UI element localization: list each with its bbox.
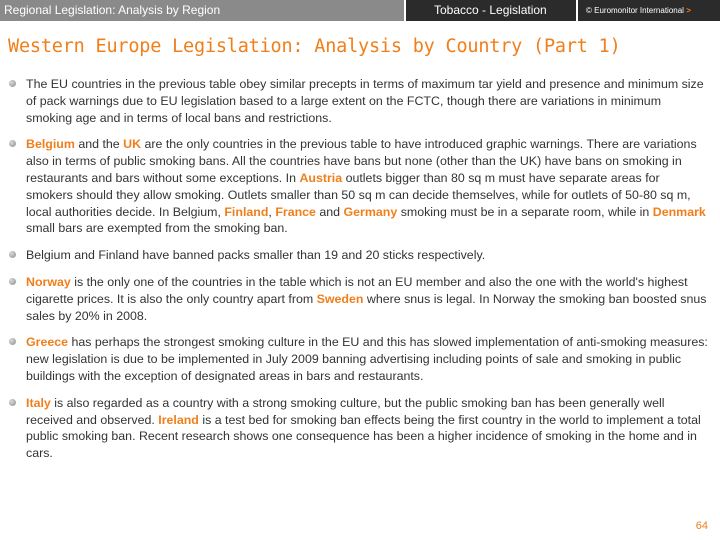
- bullet-text: ,: [268, 204, 276, 219]
- header-topic-label: Tobacco - Legislation: [406, 0, 576, 21]
- copyright-text: © Euromonitor International: [586, 6, 684, 15]
- country-highlight: UK: [123, 137, 142, 152]
- bullet-text: and: [315, 204, 344, 219]
- country-highlight: Greece: [26, 335, 69, 350]
- bullet-text: has perhaps the strongest smoking culture in the EU and this has slowed implementation of anti-smoking measures: new legislation is due to be implemented in July 2009 banning advertising including points of sale and smoking in public buildings with the exception of designated areas in bars and restaurants.: [26, 335, 708, 383]
- bullet-text: The EU countries in the previous table obey similar precepts in terms of maximum tar yield and presence and minimum size of pack warnings due to EU legislation based to a large extent on the FCTC, though there are variations in minimum smoking age and in terms of local bans and restrictions.: [26, 77, 704, 125]
- bullet-dot-icon: [9, 80, 16, 87]
- bullet-text: outlets bigger than 80 sq m must have separate areas for smokers should they allow smoking. Outlets smaller than 50 sq m can decide themselves, while for outlets of 50-80 sq m, local authorities decide. In Belgium,: [26, 170, 691, 219]
- bullet-text: is a test bed for smoking ban effects being the first country in the world to implement a total public smoking ban. Recent research shows one consequence has been a higher incidence of smoking in the home and in cars.: [26, 412, 701, 461]
- bullet-dot-icon: [9, 251, 16, 258]
- header-section-label: Regional Legislation: Analysis by Region: [0, 0, 404, 21]
- bullet-text: small bars are exempted from the smoking ban.: [26, 221, 288, 236]
- country-highlight: Finland: [224, 204, 269, 219]
- country-highlight: France: [275, 204, 316, 219]
- page-title: Western Europe Legislation: Analysis by Country (Part 1): [8, 36, 621, 57]
- bullet-item: [8, 247, 708, 264]
- bullet-text: are the only countries in the previous table to have introduced graphic warnings. There are variations also in terms of public smoking bans. All the countries have bans but none (other than the UK) have bans on smoking in restaurants and bars without some exceptions. In: [26, 137, 697, 185]
- country-highlight: Denmark: [652, 204, 706, 219]
- bullet-dot-icon: [9, 338, 16, 345]
- bullet-list: [8, 76, 708, 472]
- country-highlight: Germany: [343, 204, 398, 219]
- country-highlight: Sweden: [316, 291, 364, 306]
- bullet-dot-icon: [9, 278, 16, 285]
- country-highlight: Norway: [26, 274, 71, 289]
- bullet-item: [8, 334, 708, 384]
- bullet-dot-icon: [9, 399, 16, 406]
- bullet-text: is also regarded as a country with a strong smoking culture, but the public smoking ban has been generally well received and observed.: [26, 395, 665, 427]
- page-number: 64: [695, 520, 708, 532]
- country-highlight: Austria: [299, 170, 343, 185]
- bullet-text: is the only one of the countries in the table which is not an EU member and also the one with the world's highest cigarette prices. It is also the only country apart from: [26, 274, 688, 306]
- header-bar: [0, 0, 720, 22]
- header-copyright[interactable]: [578, 0, 720, 21]
- bullet-item: [8, 274, 708, 324]
- bullet-text: where snus is legal. In Norway the smoking ban boosted snus sales by 20% in 2008.: [26, 291, 707, 323]
- country-highlight: Ireland: [158, 412, 199, 427]
- bullet-item: [8, 76, 708, 126]
- bullet-item: [8, 136, 708, 237]
- bullet-text: and the: [74, 137, 124, 152]
- country-highlight: Belgium: [26, 137, 75, 152]
- country-highlight: Italy: [26, 395, 51, 410]
- bullet-text: Belgium and Finland have banned packs smaller than 19 and 20 sticks respectively.: [26, 248, 486, 263]
- bullet-dot-icon: [9, 140, 16, 147]
- next-arrow-icon[interactable]: >: [686, 6, 691, 15]
- bullet-item: [8, 395, 708, 462]
- bullet-text: smoking must be in a separate room, while in: [397, 204, 653, 219]
